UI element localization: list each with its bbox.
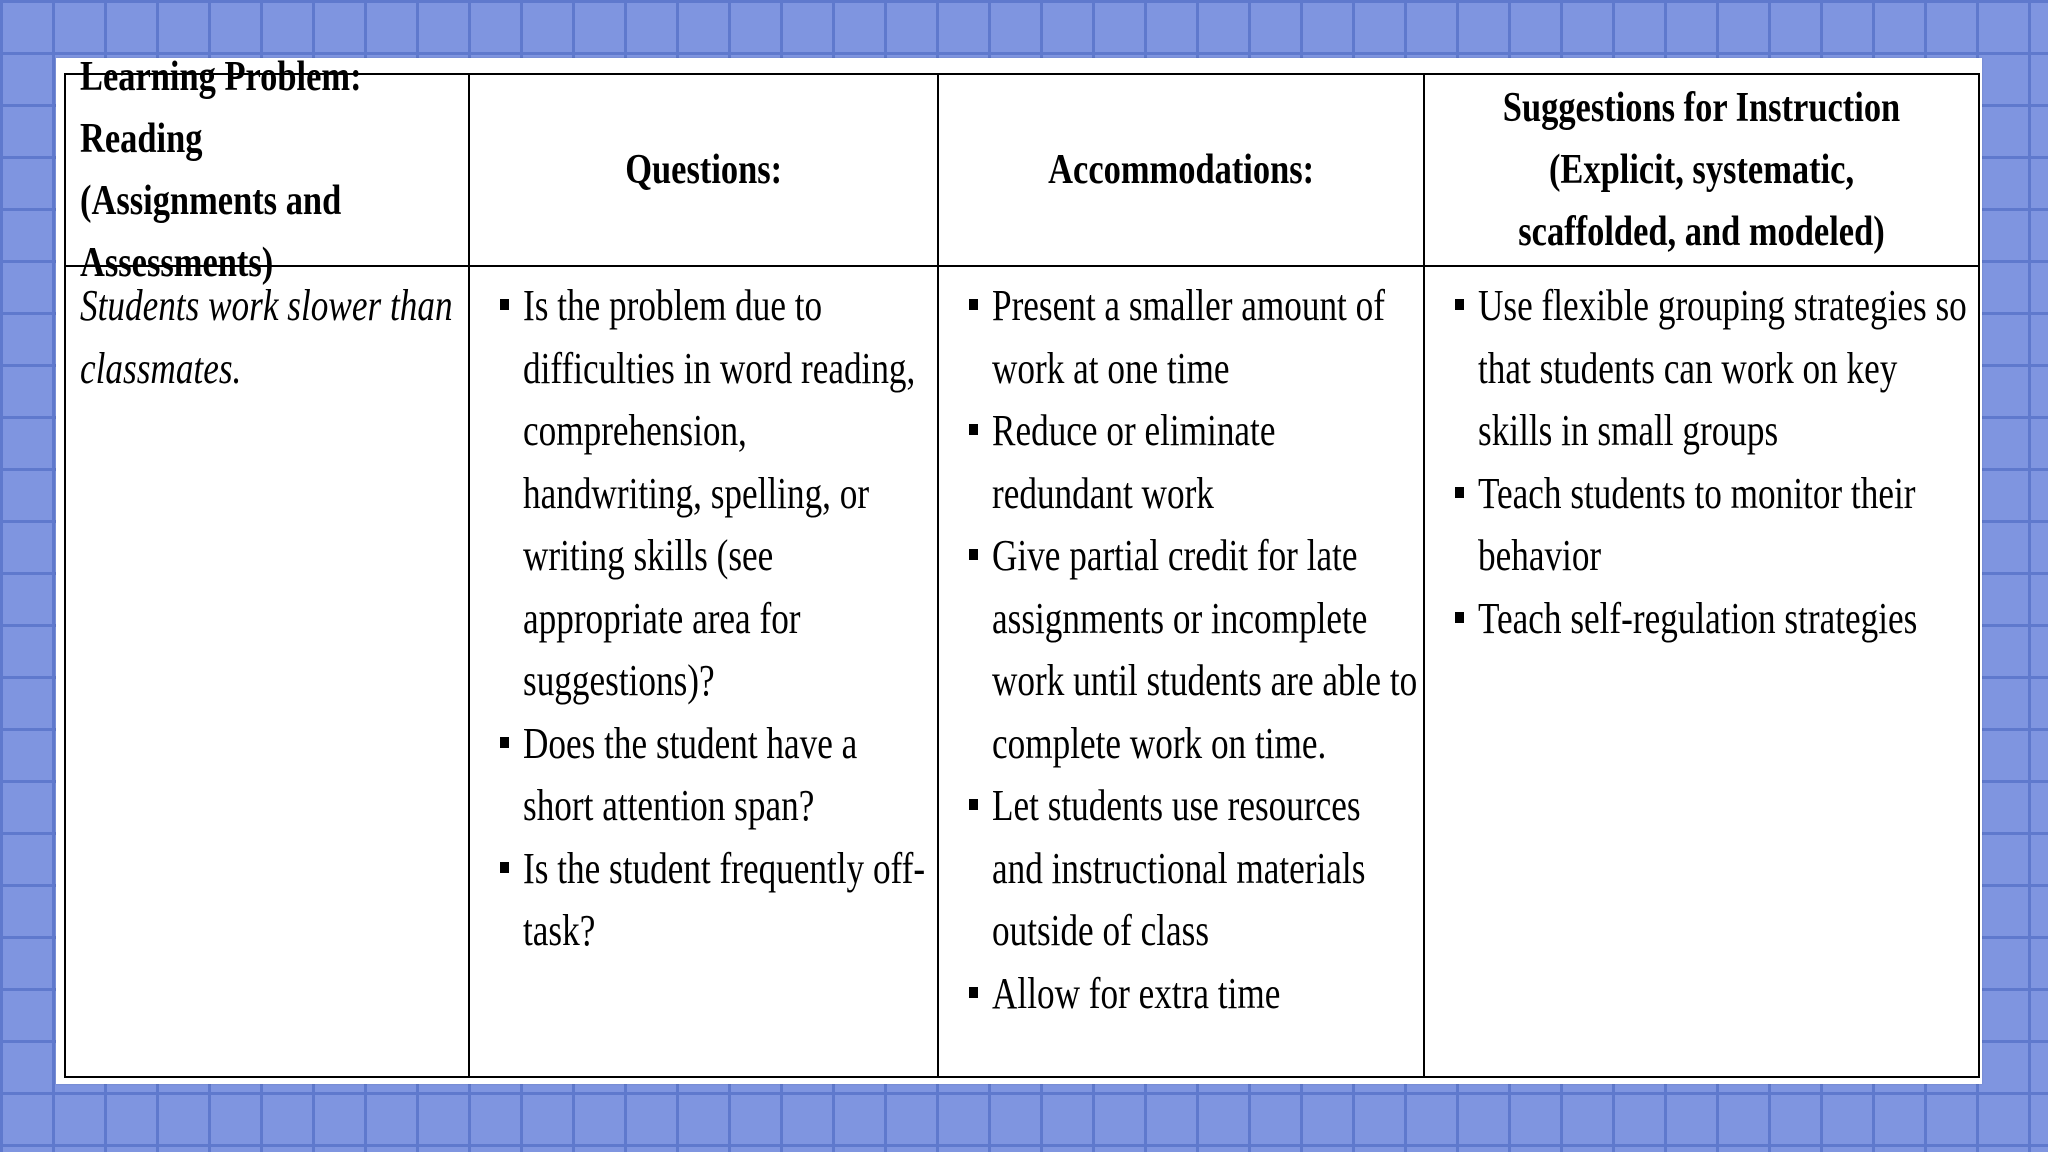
list-item bbox=[939, 775, 1419, 963]
question-text: Is the student frequently off-task? bbox=[523, 843, 926, 955]
bullet-icon bbox=[969, 987, 978, 998]
suggestion-text: Teach students to monitor their behavior bbox=[1478, 468, 1916, 580]
bullet-icon bbox=[1455, 612, 1464, 623]
bullet-icon bbox=[500, 862, 509, 873]
bullet-icon bbox=[969, 799, 978, 810]
learning-problem-cell bbox=[65, 266, 469, 1077]
header-questions bbox=[469, 74, 938, 266]
list-item bbox=[1425, 463, 1974, 588]
accommodation-text: Present a smaller amount of work at one time bbox=[992, 281, 1385, 393]
table-row bbox=[65, 266, 1979, 1077]
header-accommodations bbox=[938, 74, 1424, 266]
header-learning-problem-text: Learning Problem: Reading (Assignments and Assessments) bbox=[80, 54, 362, 286]
list-item bbox=[1425, 588, 1974, 651]
questions-cell bbox=[469, 266, 938, 1077]
list-item bbox=[939, 963, 1419, 1026]
questions-list bbox=[470, 267, 937, 963]
list-item bbox=[939, 275, 1419, 400]
bullet-icon bbox=[1455, 299, 1464, 310]
list-item bbox=[939, 400, 1419, 525]
bullet-icon bbox=[500, 737, 509, 748]
suggestions-list bbox=[1425, 267, 1978, 650]
list-item bbox=[470, 838, 933, 963]
header-suggestions-text: Suggestions for Instruction (Explicit, systematic, scaffolded, and modeled) bbox=[1502, 85, 1901, 255]
header-suggestions bbox=[1424, 74, 1979, 266]
list-item bbox=[939, 525, 1419, 775]
bullet-icon bbox=[500, 299, 509, 310]
bullet-icon bbox=[1455, 487, 1464, 498]
accommodation-text: Reduce or eliminate redundant work bbox=[992, 406, 1276, 518]
bullet-icon bbox=[969, 299, 978, 310]
accommodation-text: Give partial credit for late assignments or incomplete work until students are able to complete work on time. bbox=[992, 531, 1418, 768]
list-item bbox=[1425, 275, 1974, 463]
accommodations-cell bbox=[938, 266, 1424, 1077]
header-learning-problem bbox=[65, 54, 469, 286]
learning-problem-table bbox=[64, 54, 1980, 1078]
suggestions-cell bbox=[1424, 266, 1979, 1077]
question-text: Does the student have a short attention span? bbox=[523, 718, 858, 830]
accommodations-list bbox=[939, 267, 1423, 1025]
header-accommodations-text: Accommodations: bbox=[1048, 147, 1314, 193]
learning-problem-text: Students work slower than classmates. bbox=[80, 281, 453, 393]
suggestion-text: Use flexible grouping strategies so that students can work on key skills in small groups bbox=[1478, 281, 1967, 455]
table-header-row bbox=[65, 74, 1979, 266]
question-text: Is the problem due to difficulties in word reading, comprehension, handwriting, spelling, or writing skills (see appropriate area for suggestions)? bbox=[523, 281, 916, 705]
accommodation-text: Allow for extra time bbox=[992, 968, 1281, 1018]
bullet-icon bbox=[969, 549, 978, 560]
slide-panel bbox=[56, 54, 1982, 1084]
list-item bbox=[470, 275, 933, 713]
suggestion-text: Teach self-regulation strategies bbox=[1478, 593, 1918, 643]
accommodation-text: Let students use resources and instructional materials outside of class bbox=[992, 781, 1366, 955]
list-item bbox=[470, 713, 933, 838]
header-questions-text: Questions: bbox=[625, 147, 782, 193]
bullet-icon bbox=[969, 424, 978, 435]
